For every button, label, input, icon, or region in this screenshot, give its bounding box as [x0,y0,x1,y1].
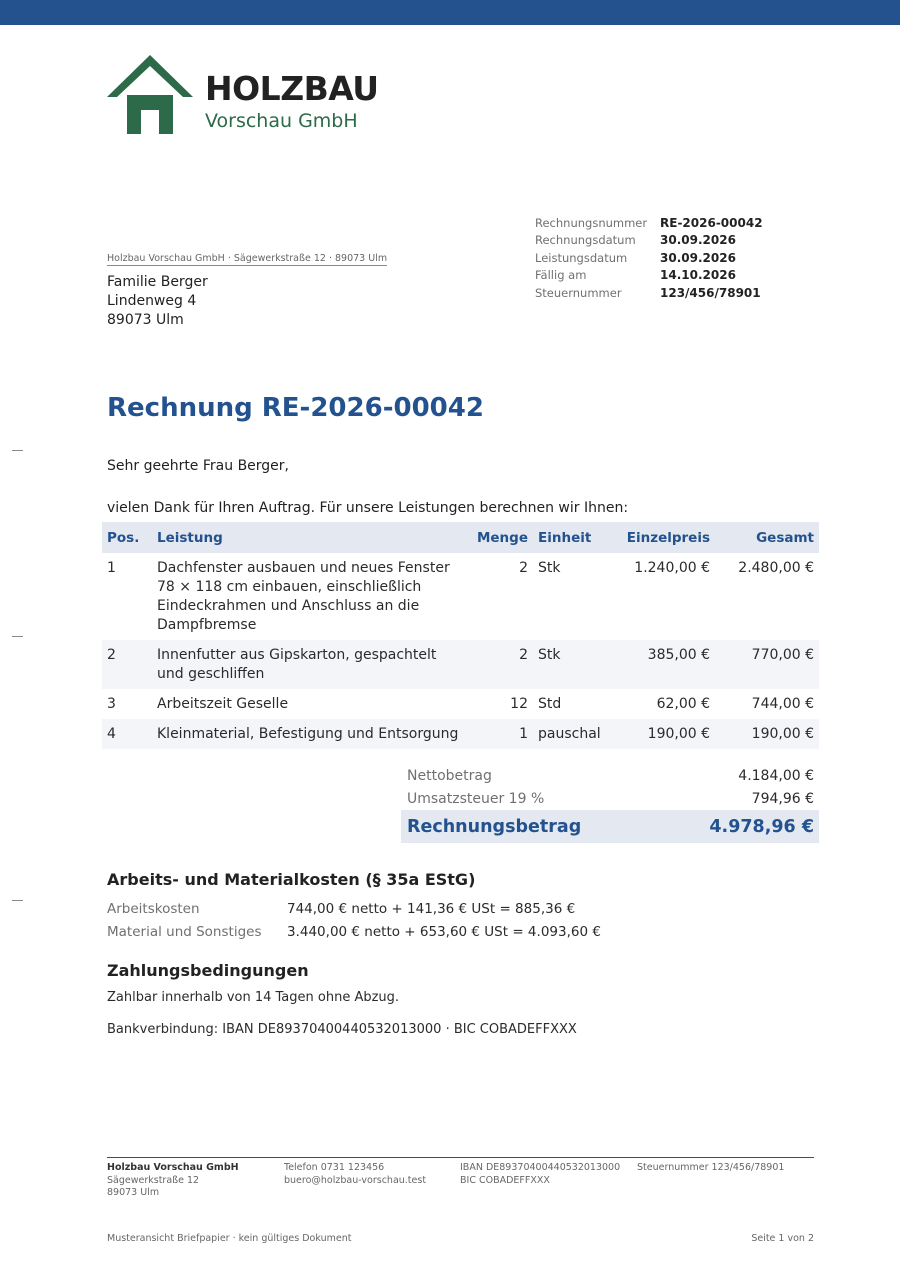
meta-label: Rechnungsdatum [535,233,636,248]
header-total: Gesamt [715,522,819,553]
sender-return-line: Holzbau Vorschau GmbH · Sägewerkstraße 12 · 89073 Ulm [107,253,388,264]
grand-total-row [401,810,819,843]
vat-label: Umsatzsteuer 19 % [407,790,545,807]
labor-row [107,921,601,944]
header-unit: Einheit [533,522,613,553]
footer-company-name: Holzbau Vorschau GmbH [107,1162,239,1173]
salutation: Sehr geehrte Frau Berger, [107,458,289,474]
meta-row [535,249,835,267]
cell-unit: Stk [538,560,561,576]
labor-label: Arbeitskosten [107,901,200,918]
vat-value: 794,96 € [751,790,814,807]
table-row [102,689,819,719]
header-desc: Leistung [152,522,470,553]
header-price: Einzelpreis [613,522,715,553]
net-row [401,764,819,787]
footer-contact [284,1162,426,1187]
meta-value: 123/456/78901 [660,285,761,300]
cell-qty: 1 [470,719,533,749]
invoice-title: Rechnung RE-2026-00042 [107,393,484,423]
footer-bic: BIC COBADEFFXXX [460,1174,550,1186]
cell-qty: 2 [519,560,528,576]
cell-total: 770,00 € [715,640,819,689]
meta-label: Leistungsdatum [535,250,628,265]
cell-pos: 2 [102,640,152,689]
payment-heading: Zahlungsbedingungen [107,961,309,980]
grand-total-label: Rechnungsbetrag [407,816,582,837]
meta-value: 14.10.2026 [660,268,736,283]
cell-pos: 1 [107,560,116,576]
meta-label: Rechnungsnummer [535,215,648,230]
meta-label: Steuernummer [535,285,622,300]
recipient-name: Familie Berger [107,274,208,290]
page-number: Seite 1 von 2 [751,1233,814,1244]
labor-row [107,898,601,921]
footer-taxno: Steuernummer 123/456/78901 [637,1162,785,1173]
cell-price: 1.240,00 € [634,560,710,576]
invoice-meta [535,214,835,302]
footer-bank [460,1162,620,1187]
cell-qty: 12 [510,696,528,712]
footer-phone: Telefon 0731 123456 [284,1162,385,1173]
header-qty: Menge [470,522,533,553]
sample-note: Musteransicht Briefpapier · kein gültiges Dokument [107,1233,352,1244]
cell-total: 744,00 € [751,696,814,712]
cell-unit: Stk [533,640,613,689]
labor-value: 744,00 € netto + 141,36 € USt = 885,36 € [287,901,576,918]
recipient-address [107,273,208,330]
payment-terms: Zahlbar innerhalb von 14 Tagen ohne Abzug. [107,990,400,1005]
fold-mark [12,636,23,637]
cell-pos: 4 [102,719,152,749]
cell-desc: Kleinmaterial, Befestigung und Entsorgung [152,719,470,749]
cell-price: 62,00 € [656,696,710,712]
cell-pos: 3 [107,696,116,712]
cell-total: 2.480,00 € [738,560,814,576]
cell-unit: Std [538,696,562,712]
grand-total-value: 4.978,96 € [709,816,814,837]
cell-total: 190,00 € [715,719,819,749]
cell-price: 385,00 € [613,640,715,689]
net-value: 4.184,00 € [738,767,814,784]
intro-text: vielen Dank für Ihren Auftrag. Für unsere Leistungen berechnen wir Ihnen: [107,500,629,516]
net-label: Nettobetrag [407,767,492,784]
footer-iban: IBAN DE89370400440532013000 [460,1162,621,1173]
vat-row [401,787,819,810]
cell-desc: Dachfenster ausbauen und neues Fenster 78 × 118 cm einbauen, einschließlich Eindeckrahmen und Anschluss an die Dampfbremse [157,560,450,633]
labor-heading: Arbeits- und Materialkosten (§ 35a EStG) [107,870,476,889]
labor-costs [107,898,601,943]
top-accent-bar [0,0,900,25]
meta-value: 30.09.2026 [660,250,736,265]
labor-label: Material und Sonstiges [107,923,262,940]
recipient-city: 89073 Ulm [107,312,184,328]
meta-row [535,232,835,250]
meta-row [535,267,835,285]
house-logo-icon [107,55,193,135]
footer-street: Sägewerkstraße 12 [107,1174,200,1186]
cell-unit: pauschal [533,719,613,749]
logo-subtitle: Vorschau GmbH [205,110,358,132]
recipient-street: Lindenweg 4 [107,293,197,309]
meta-value: 30.09.2026 [660,233,736,248]
logo-name: HOLZBAU [205,69,379,108]
footer-company [107,1162,239,1200]
line-items-table [102,522,819,749]
meta-label: Fällig am [535,268,587,283]
table-header-row [102,522,819,553]
company-logo [107,55,397,137]
footer-city: 89073 Ulm [107,1187,160,1198]
footer-tax [637,1162,784,1175]
cell-desc: Arbeitszeit Geselle [157,696,289,712]
footer-divider [107,1157,814,1158]
cell-desc: Innenfutter aus Gipskarton, gespachtelt und geschliffen [152,640,470,689]
meta-row [535,284,835,302]
fold-mark [12,900,23,901]
footer-email: buero@holzbau-vorschau.test [284,1174,427,1186]
totals-block [401,764,819,843]
bank-details: Bankverbindung: IBAN DE89370400440532013000 · BIC COBADEFFXXX [107,1022,577,1037]
header-pos: Pos. [102,522,152,553]
table-row [102,553,819,640]
cell-qty: 2 [470,640,533,689]
labor-value: 3.440,00 € netto + 653,60 € USt = 4.093,60 € [287,923,601,940]
meta-row [535,214,835,232]
table-row [102,640,819,689]
table-row [102,719,819,749]
meta-value: RE-2026-00042 [660,215,763,230]
cell-price: 190,00 € [613,719,715,749]
fold-mark [12,450,23,451]
